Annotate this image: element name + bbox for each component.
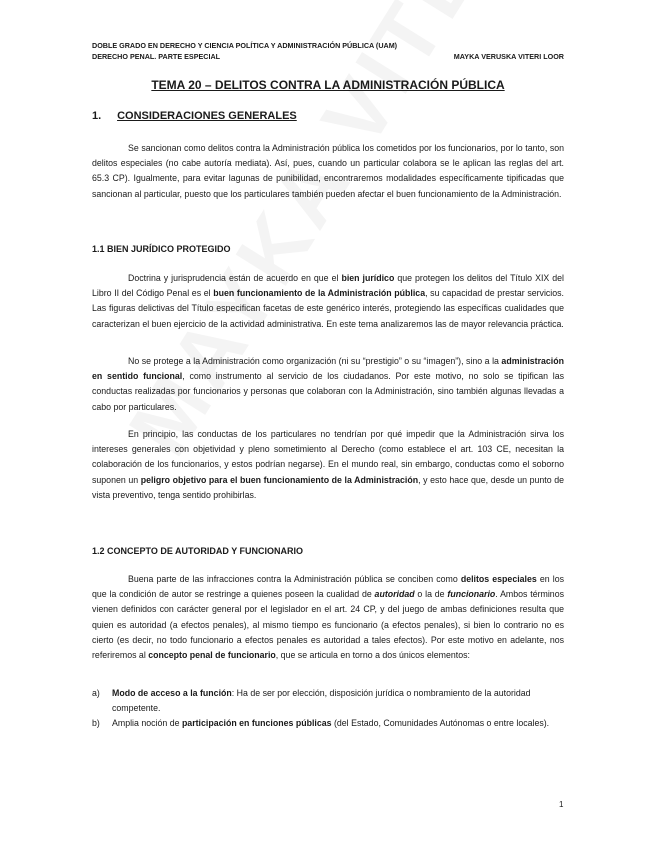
- bold-term: administración en sentido funcional: [92, 356, 564, 382]
- paragraph-4: En principio, las conductas de los particulares no tendrían por qué impedir que la Administración sirva los intereses generales con objetividad y pleno sometimiento al Derecho (como establece el art. 103 CE, necesitan la colaboración de los funcionarios, y estos podrían negarse). En el mundo real, sin embargo, conductas como el soborno suponen un peligro objetivo para el buen funcionamiento de la Administración, y esto hace que, desde un punto de vista preventivo, tenga sentido prohibirlas.: [92, 429, 564, 500]
- bold-term: concepto penal de funcionario: [148, 650, 276, 661]
- header-line-2: [92, 51, 564, 62]
- page-number: 1: [559, 800, 564, 809]
- bold-term: delitos especiales: [460, 574, 537, 584]
- header-line-1: DOBLE GRADO EN DERECHO Y CIENCIA POLÍTICA Y ADMINISTRACIÓN PÚBLICA (UAM): [92, 41, 398, 50]
- paragraph-2: Doctrina y jurisprudencia están de acuerdo en que el bien jurídico que protegen los delitos del Título XIX del Libro II del Código Penal es el buen funcionamiento de la Administración pública, su capacidad de prestar servicios. Las figuras delictivas del Título especifican facetas de este genérico interés, protegiendo las específicas cualidades que caracterizan el buen ejercicio de la actividad administrativa. En este tema analizaremos las de mayor relevancia práctica.: [92, 273, 565, 329]
- page-header: [92, 40, 564, 62]
- list-item: b) Amplia noción de participación en funciones públicas (del Estado, Comunidades Autónomas o entre locales).: [92, 716, 564, 731]
- bold-term: participación en funciones públicas: [181, 718, 332, 729]
- paragraph-3: No se protege a la Administración como organización (ni su “prestigio” o su “imagen”), sino a la administración en sentido funcional, como instrumento al servicio de los ciudadanos. Por este motivo, no solo se tipifican las conductas realizadas por funcionarios y personas que colaboran con la Administración, sino también algunas llevadas a cabo por particulares.: [92, 356, 565, 412]
- subsection-heading-1-2: 1.2 CONCEPTO DE AUTORIDAD Y FUNCIONARIO: [92, 546, 304, 556]
- list-item: a) Modo de acceso a la función: Ha de ser por elección, disposición jurídica o nombramiento de la autoridad competente.: [92, 686, 564, 716]
- page-title: TEMA 20 – DELITOS CONTRA LA ADMINISTRACIÓN PÚBLICA: [151, 78, 505, 92]
- subsection-heading-1-1: 1.1 BIEN JURÍDICO PROTEGIDO: [92, 244, 231, 254]
- header-course: DERECHO PENAL. PARTE ESPECIAL: [92, 52, 221, 61]
- paragraph-1: Se sancionan como delitos contra la Administración pública los cometidos por los funcionarios, por lo tanto, son delitos especiales (no cabe autoría mediata). Así, pues, cuando un particular colabora se le aplican las reglas del art. 65.3 CP). Igualmente, para evitar lagunas de punibilidad, encontraremos modalidades específicamente tipificadas que sancionan al particular, puesto que los particulares también pueden afectar el buen funcionamiento de la Administración.: [92, 143, 564, 199]
- bold-italic-term: funcionario: [447, 589, 496, 600]
- section-number: 1.: [92, 110, 102, 122]
- header-author: MAYKA VERUSKA VITERI LOOR: [453, 52, 564, 61]
- elements-list: [92, 686, 564, 732]
- section-title: CONSIDERACIONES GENERALES: [117, 110, 297, 122]
- bold-term: buen funcionamiento de la Administración pública: [213, 288, 426, 299]
- bold-term: bien jurídico: [341, 273, 395, 283]
- section-heading-1: [92, 110, 297, 122]
- list-marker: a): [92, 688, 100, 698]
- list-marker: b): [92, 718, 100, 729]
- paragraph-5: Buena parte de las infracciones contra la Administración pública se conciben como delitos especiales en los que la condición de autor se restringe a quienes poseen la cualidad de autoridad o la de funcionario. Ambos términos vienen definidos con carácter general por el legislador en el art. 24 CP, y del juego de ambas definiciones resulta que quien es autoridad (a efectos penales), al mismo tiempo es funcionario (a efectos penales), si bien lo contrario no es cierto (es decir, no todo funcionario a efectos penales es autoridad a tales efectos). Por este motivo en adelante, nos referiremos al concepto penal de funcionario, que se articula en torno a dos únicos elementos:: [92, 574, 564, 661]
- bold-term: peligro objetivo para el buen funcionamiento de la Administración: [140, 474, 419, 485]
- bold-term: Modo de acceso a la función: [112, 688, 232, 698]
- bold-italic-term: autoridad: [374, 589, 415, 600]
